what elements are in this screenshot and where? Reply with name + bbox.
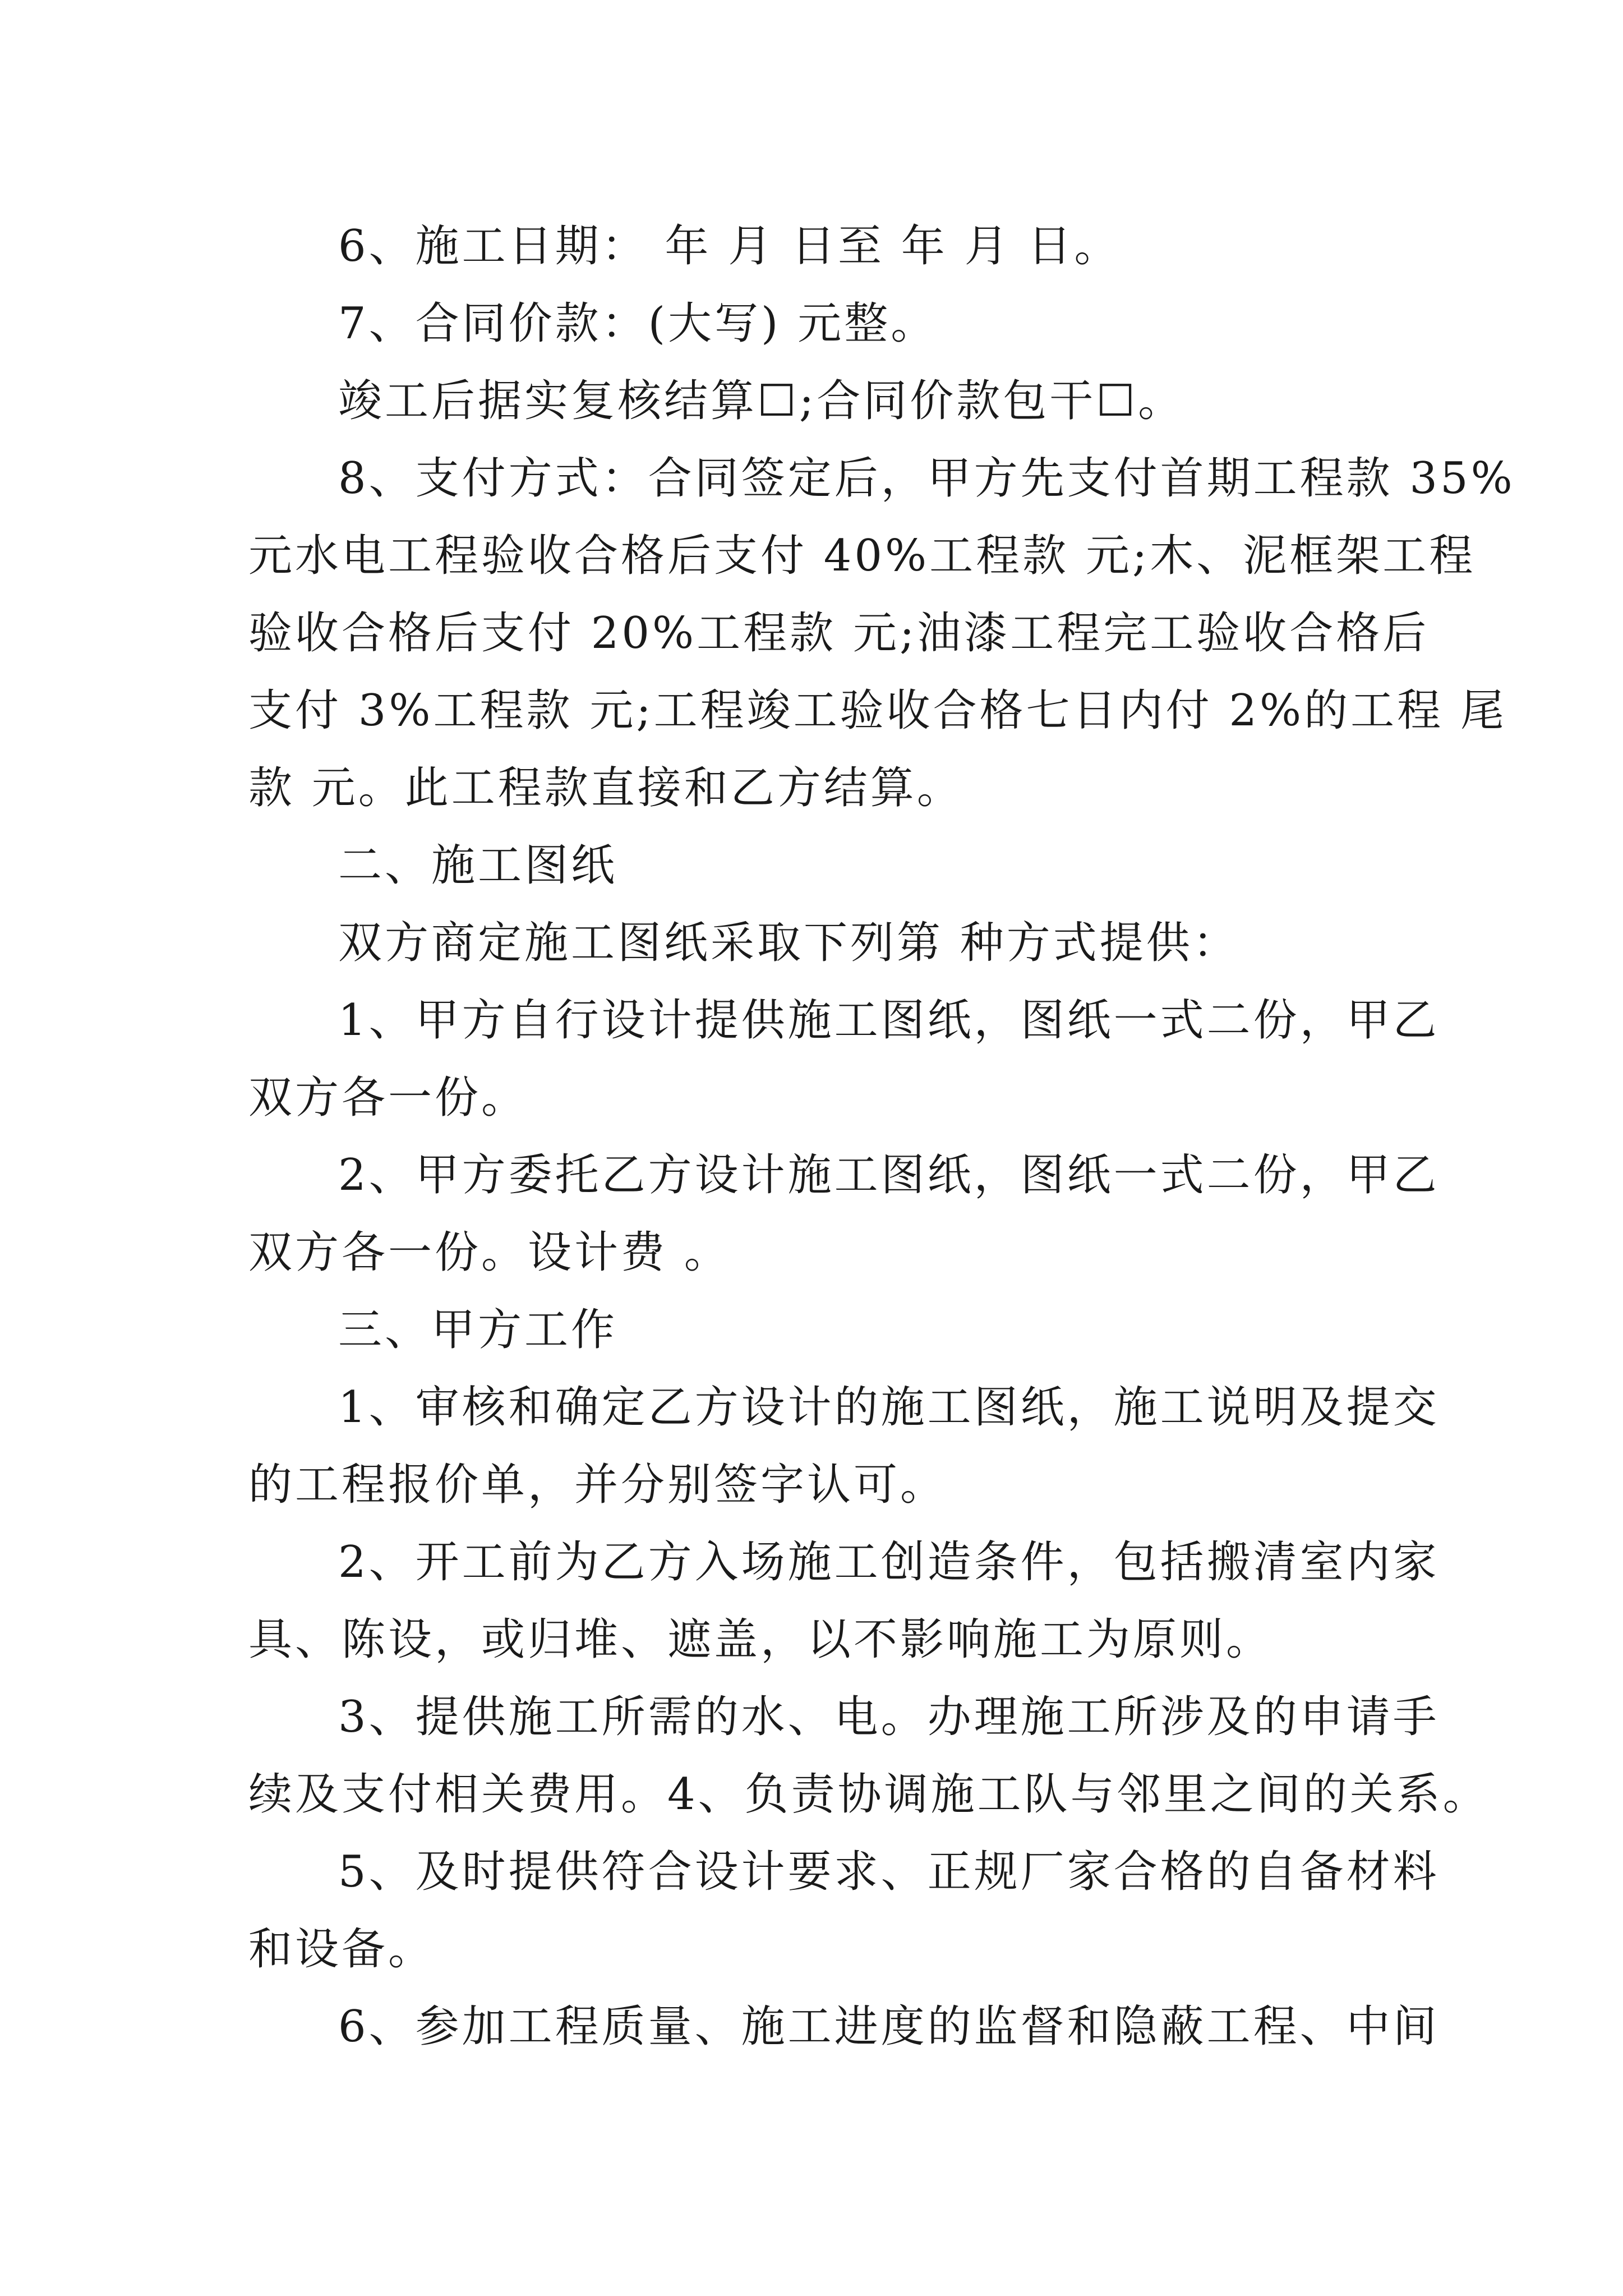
text-line: 的工程报价单，并分别签字认可。	[248, 1460, 947, 1510]
text-line: 验收合格后支付 20%工程款 元;油漆工程完工验收合格后	[248, 608, 1430, 659]
section-heading: 三、甲方工作	[338, 1305, 618, 1355]
text-line: 支付 3%工程款 元;工程竣工验收合格七日内付 2%的工程 尾	[248, 685, 1507, 736]
text-line: 双方商定施工图纸采取下列第 种方式提供：	[338, 918, 1239, 968]
text-line: 6、施工日期： 年 月 日至 年 月 日。	[338, 221, 1121, 272]
text-line: 双方各一份。设计费 。	[248, 1227, 731, 1278]
text-line: 双方各一份。	[248, 1073, 528, 1123]
text-line: 8、支付方式：合同签定后，甲方先支付首期工程款 35%	[338, 453, 1515, 504]
document-body	[248, 208, 1515, 2065]
text-line: 和设备。	[248, 1924, 435, 1975]
text-line: 7、合同价款：(大写) 元整。	[338, 298, 938, 349]
section-heading: 二、施工图纸	[338, 840, 618, 891]
text-line: 2、甲方委托乙方设计施工图纸，图纸一式二份，甲乙	[338, 1150, 1440, 1200]
text-line: 续及支付相关费用。4、负责协调施工队与邻里之间的关系。	[248, 1769, 1490, 1820]
text-line: 1、审核和确定乙方设计的施工图纸，施工说明及提交	[338, 1382, 1440, 1433]
text-line: 3、提供施工所需的水、电。办理施工所涉及的申请手	[338, 1692, 1440, 1742]
text-line: 2、开工前为乙方入场施工创造条件，包括搬清室内家	[338, 1537, 1440, 1588]
text-line: 款 元。此工程款直接和乙方结算。	[248, 763, 963, 813]
text-line: 5、及时提供符合设计要求、正规厂家合格的自备材料	[338, 1847, 1440, 1897]
text-line: 元水电工程验收合格后支付 40%工程款 元;木、泥框架工程	[248, 531, 1476, 581]
text-line: 1、甲方自行设计提供施工图纸，图纸一式二份，甲乙	[338, 995, 1440, 1046]
text-line: 具、陈设，或归堆、遮盖，以不影响施工为原则。	[248, 1614, 1273, 1665]
text-line: 6、参加工程质量、施工进度的监督和隐蔽工程、中间	[338, 2001, 1440, 2052]
text-line: 竣工后据实复核结算☐;合同价款包干☐。	[338, 376, 1185, 426]
